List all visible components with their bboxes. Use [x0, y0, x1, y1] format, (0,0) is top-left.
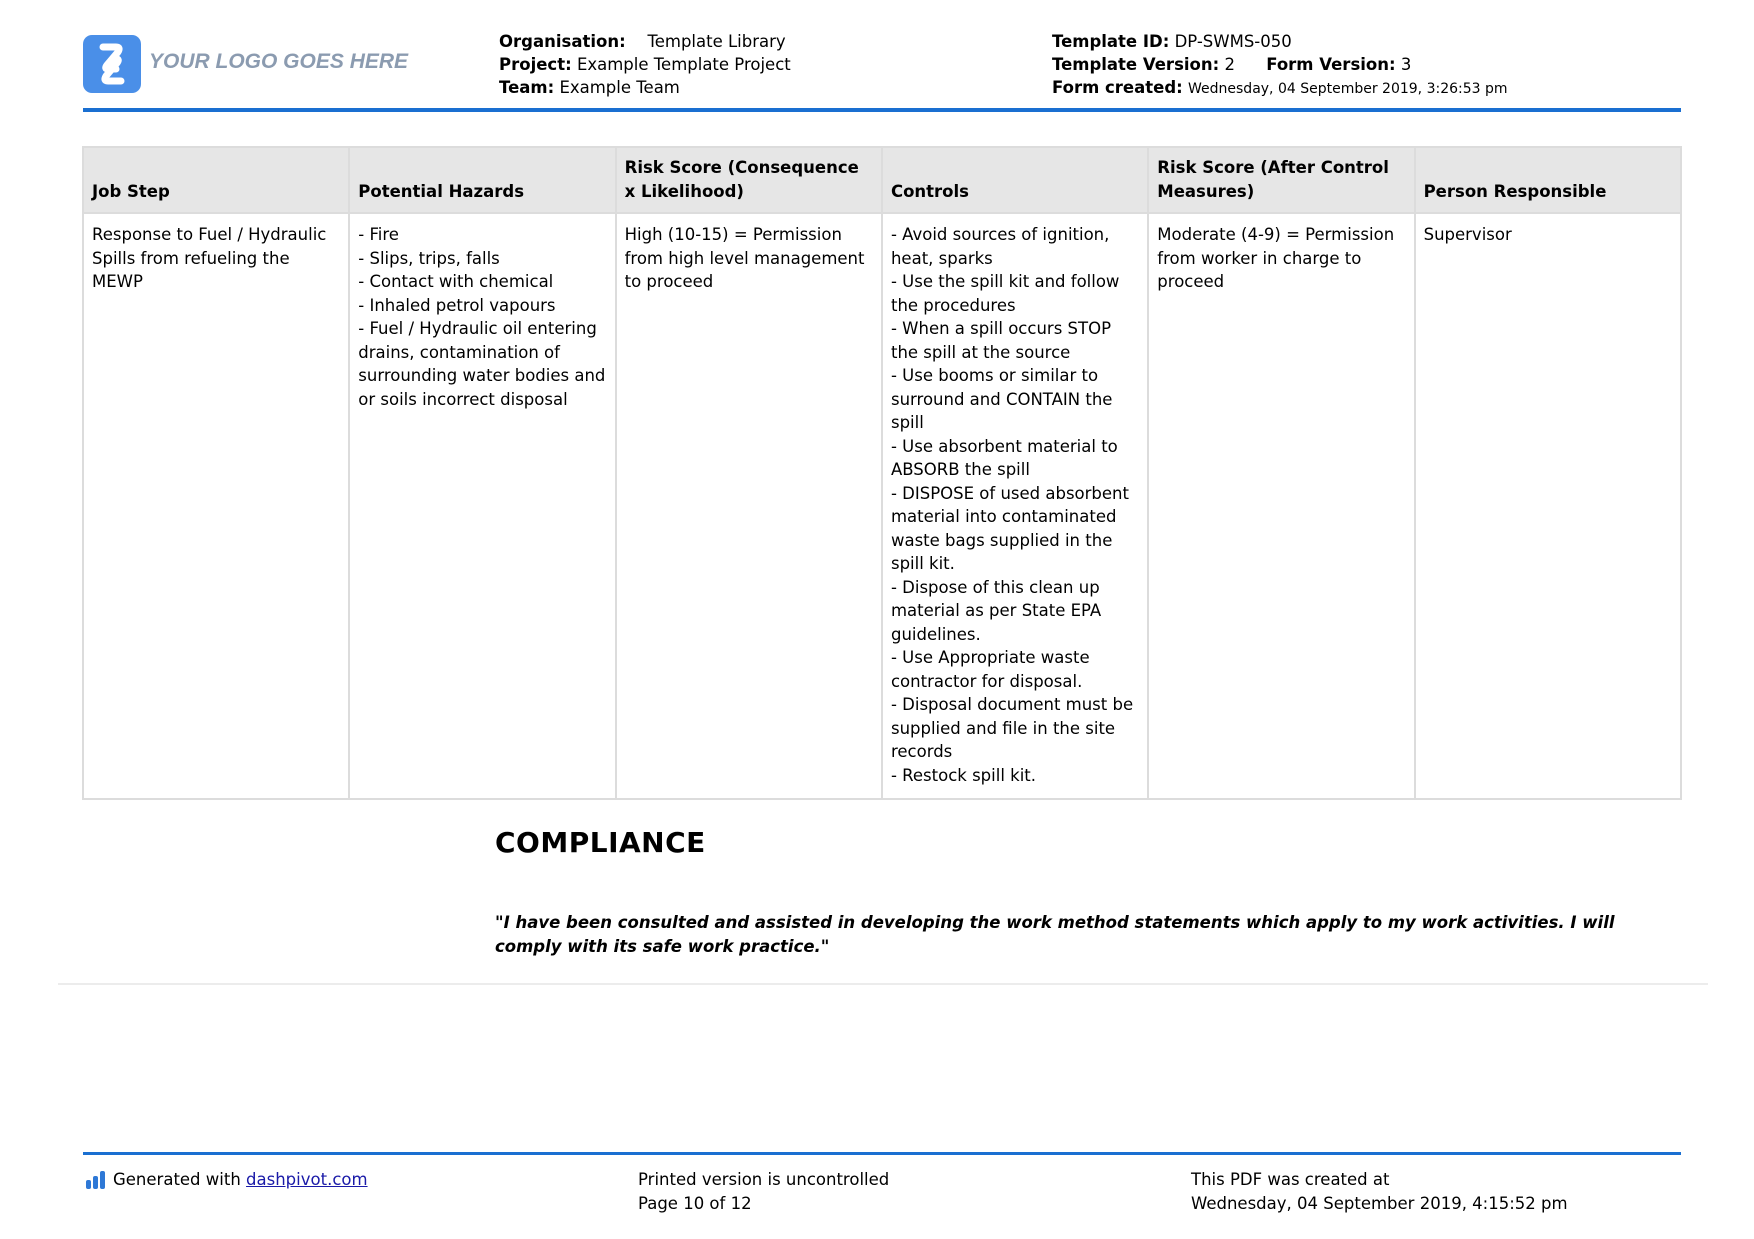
header-project-info: [499, 30, 791, 99]
column-header-job-step: Job Step: [83, 147, 349, 213]
logo-text: YOUR LOGO GOES HERE: [149, 50, 409, 73]
column-header-potential-hazards: Potential Hazards: [349, 147, 615, 213]
template-version-label: Template Version:: [1052, 55, 1220, 74]
uncontrolled-note: Printed version is uncontrolled: [638, 1170, 890, 1189]
table-header-row: [83, 147, 1681, 213]
project-value: Example Template Project: [576, 55, 791, 74]
team-value: Example Team: [559, 78, 680, 97]
generated-prefix: Generated with: [113, 1170, 241, 1189]
organisation-label: Organisation:: [499, 32, 626, 51]
created-prefix: This PDF was created at: [1191, 1170, 1390, 1189]
footer-page-info: [638, 1168, 889, 1215]
swms-table: [82, 146, 1682, 800]
form-created-value: Wednesday, 04 September 2019, 3:26:53 pm: [1188, 81, 1508, 97]
cell-risk-score-after: Moderate (4-9) = Permission from worker in charge to proceed: [1148, 213, 1414, 799]
created-timestamp: Wednesday, 04 September 2019, 4:15:52 pm: [1191, 1193, 1568, 1213]
cell-job-step: Response to Fuel / Hydraulic Spills from refueling the MEWP: [83, 213, 349, 799]
team-label: Team:: [499, 78, 555, 97]
form-version-value: 3: [1400, 55, 1412, 74]
form-created-label: Form created:: [1052, 78, 1183, 97]
template-id-line: [1052, 30, 1508, 53]
project-line: [499, 53, 791, 76]
footer-created: [1191, 1168, 1568, 1215]
page-number: Page 10 of 12: [638, 1193, 752, 1213]
organisation-value: Template Library: [630, 32, 786, 51]
team-line: [499, 76, 791, 99]
column-header-risk-score: Risk Score (Consequence x Likelihood): [616, 147, 882, 213]
compliance-statement: "I have been consulted and assisted in developing the work method statements which apply to my work activities. I will comply with its safe work practice.": [495, 913, 1615, 956]
column-header-person-responsible: Person Responsible: [1415, 147, 1681, 213]
cell-potential-hazards: - Fire - Slips, trips, falls - Contact with chemical - Inhaled petrol vapours - Fuel / Hydraulic oil entering drains, contamination of surrounding water bodies and or soils incorrect disposal: [349, 213, 615, 799]
footer-generated: [86, 1168, 368, 1192]
template-version-value: 2: [1224, 55, 1235, 74]
column-header-risk-score-after: Risk Score (After Control Measures): [1148, 147, 1414, 213]
cell-person-responsible: Supervisor: [1415, 213, 1681, 799]
template-id-value: DP-SWMS-050: [1174, 32, 1292, 51]
compliance-title: COMPLIANCE: [495, 826, 706, 859]
dashpivot-icon: [86, 1171, 105, 1189]
header-template-info: [1052, 30, 1508, 101]
section-divider: [58, 983, 1708, 985]
logo-icon: [83, 35, 141, 93]
page-footer: [83, 1152, 1681, 1213]
cell-risk-score: High (10-15) = Permission from high level management to proceed: [616, 213, 882, 799]
column-header-controls: Controls: [882, 147, 1148, 213]
form-created-line: [1052, 76, 1508, 101]
form-version-label: Form Version:: [1266, 55, 1396, 74]
page-header: [83, 30, 1681, 112]
project-label: Project:: [499, 55, 572, 74]
version-line: [1052, 53, 1508, 76]
dashpivot-link[interactable]: dashpivot.com: [246, 1170, 368, 1189]
template-id-label: Template ID:: [1052, 32, 1170, 51]
cell-controls: - Avoid sources of ignition, heat, sparks - Use the spill kit and follow the procedures - When a spill occurs STOP the spill at the source - Use booms or similar to surround and CONTAIN the spill - Use absorbent material to ABSORB the spill - DISPOSE of used absorbent material into contaminated waste bags supplied in the spill kit. - Dispose of this clean up material as per State EPA guidelines. - Use Appropriate waste contractor for disposal. - Disposal document must be supplied and file in the site records - Restock spill kit.: [882, 213, 1148, 799]
table-row: [83, 213, 1681, 799]
organisation-line: [499, 30, 791, 53]
